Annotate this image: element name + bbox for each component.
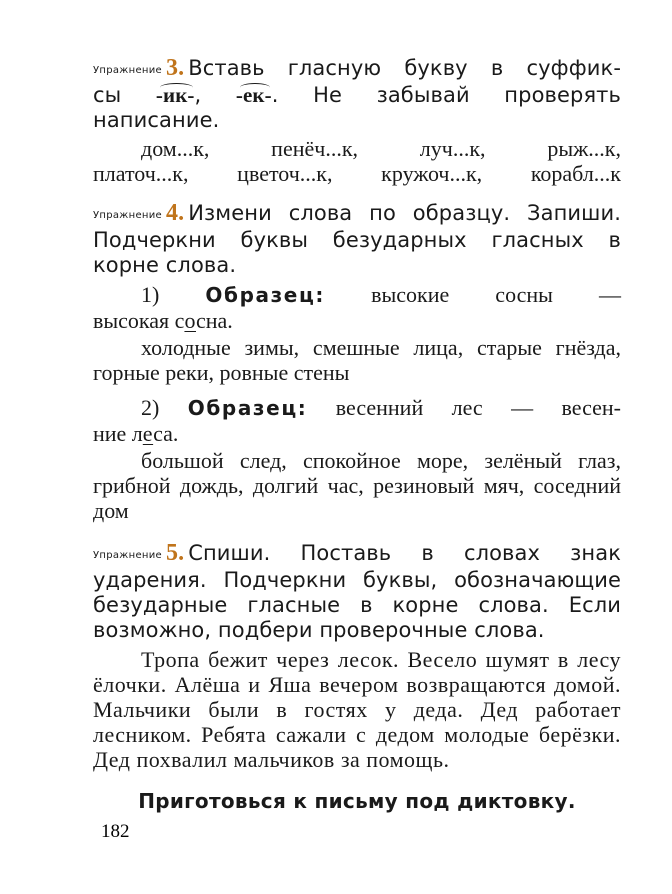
textbook-page (93, 56, 621, 814)
suffix-ik (156, 83, 195, 108)
exercise-4-instruction (93, 201, 621, 278)
sample-line (93, 282, 621, 308)
exercise-label: Упражнение (93, 550, 162, 561)
exercise-3-instruction (93, 56, 621, 83)
sample-line (93, 395, 621, 421)
exercise-label: Упражнение (93, 210, 162, 221)
exercise-3-words (93, 136, 621, 186)
sample-text: высокие сосны — (371, 282, 622, 307)
result-text: ние л (93, 421, 143, 446)
instruction-text: Измени слова по образцу. Запиши. Подчеркни буквы безударных гласных в корне слова. (93, 201, 621, 277)
exercise-number: 3. (166, 55, 185, 81)
exercise-3-instruction-line2 (93, 83, 621, 108)
suffix-arc-mark (160, 83, 193, 92)
sample-result (93, 308, 621, 333)
separator: , (194, 83, 236, 107)
exercise-5-instruction (93, 541, 621, 643)
instruction-text: Спиши. Поставь в словах знак ударения. Подчеркни буквы, обозначающие безударные гласные в корне слова. Если возможно, подбери проверочные слова. (93, 541, 621, 642)
exercise-number: 5. (166, 540, 185, 566)
part-number: 2) (141, 395, 160, 420)
part-number: 1) (141, 282, 160, 307)
suffix-text: -ик- (155, 83, 195, 107)
page-number: 182 (101, 821, 130, 842)
sample-result (93, 421, 621, 446)
exercise-number: 4. (166, 200, 185, 226)
exercise-4-part-2 (93, 395, 621, 523)
sample-text: весенний лес — весен- (335, 395, 621, 420)
words-line: дом...к, пенёч...к, луч...к, рыж...к, (141, 136, 621, 161)
exercise-4-part-1-words: холодные зимы, смешные лица, старые гнёзда, горные реки, ровные стены (93, 335, 621, 385)
exercise-5 (93, 541, 621, 772)
suffix-text: -ек- (235, 83, 272, 107)
exercise-4-part-2-words: большой след, спокойное море, зелёный глаз, грибной дождь, долгий час, резиновый мяч, соседний дом (93, 448, 621, 523)
words-line: платоч...к, цветоч...к, кружоч...к, корабл...к (93, 161, 621, 186)
instruction-text: . Не забывай проверять (271, 83, 621, 107)
exercise-4-part-1 (93, 282, 621, 385)
instruction-line: Вставь гласную букву в суффик- (188, 56, 621, 80)
result-text: сна. (196, 308, 233, 333)
dictation-task: Приготовься к письму под диктовку. (138, 789, 576, 813)
result-text: са. (153, 421, 179, 446)
instruction-text: сы (93, 83, 156, 107)
exercise-3-instruction-line3: написание. (93, 108, 220, 132)
exercise-label: Упражнение (93, 65, 162, 76)
sample-label: Образец: (205, 283, 325, 307)
underlined-vowel: е (142, 421, 154, 446)
suffix-ek (236, 83, 272, 108)
exercise-5-text: Тропа бежит через лесок. Весело шумят в лесу ёлочки. Алёша и Яша вечером возвращаются домой. Мальчики были в гостях у деда. Дед работает лесником. Ребята сажали с дедом молодые берёзки. Дед похвалил мальчиков за помощь. (93, 647, 621, 772)
sample-label: Образец: (187, 396, 308, 420)
underlined-vowel: о (184, 308, 196, 333)
exercise-4 (93, 201, 621, 523)
exercise-3 (93, 56, 621, 186)
suffix-arc-mark (240, 83, 270, 92)
result-text: высокая с (93, 308, 185, 333)
